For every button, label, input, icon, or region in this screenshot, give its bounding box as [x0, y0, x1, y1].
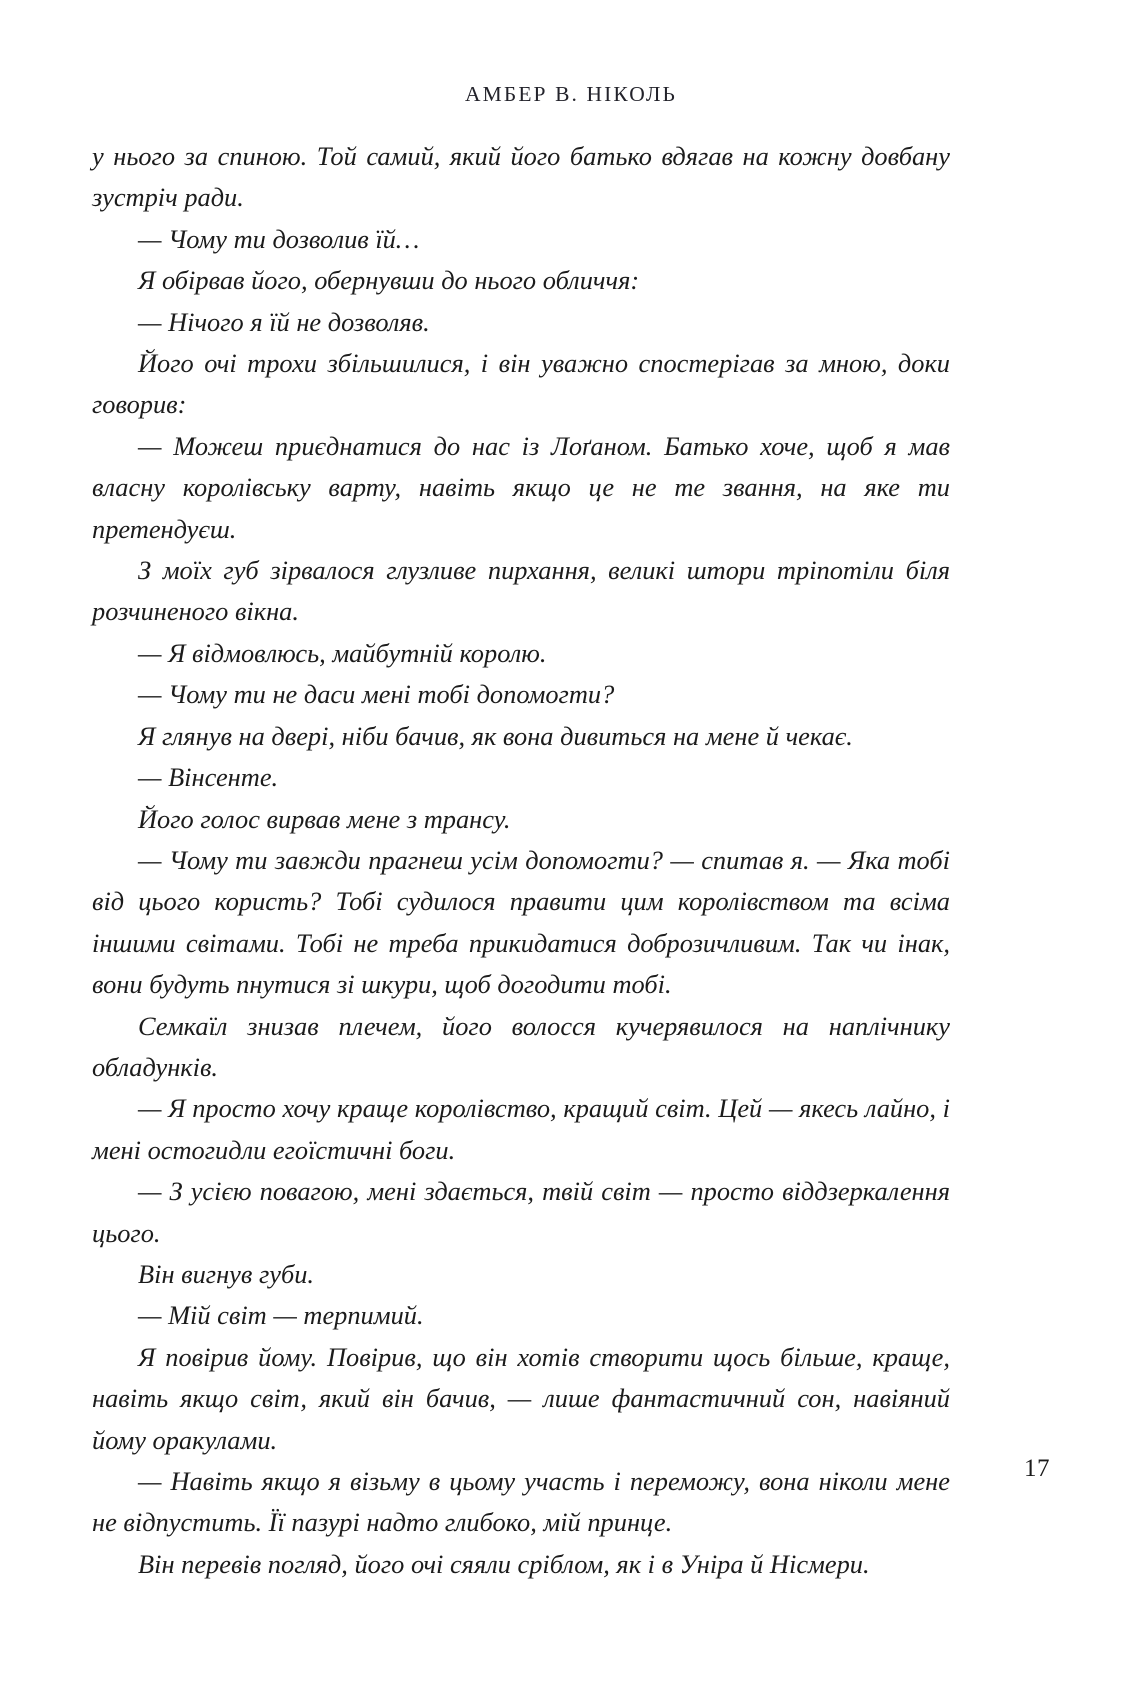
body-text-block: [92, 136, 950, 1585]
paragraph: — Нічого я їй не дозволяв.: [138, 306, 430, 337]
paragraph: — Чому ти завжди прагнеш усім допомогти? — спитав я. — Яка тобі від цього користь? Тобі судилося правити цим королівством та всіма іншими світами. Тобі не треба прикидатися доброзичливим. Так чи інак, вони будуть пнутися зі шкури, щоб догодити тобі.: [92, 844, 950, 1000]
paragraph: — Навіть якщо я візьму в цьому участь і переможу, вона ніколи мене не відпустить. Її пазурі надто глибоко, мій принце.: [92, 1466, 950, 1538]
paragraph: Він перевів погляд, його очі сяяли сріблом, як і в Уніра й Нісмери.: [138, 1548, 870, 1579]
page-number: 17: [1024, 1455, 1050, 1482]
paragraph: — З усією повагою, мені здається, твій світ — просто віддзеркалення цього.: [92, 1176, 950, 1248]
paragraph: у нього за спиною. Той самий, який його батько вдягав на кожну довбану зустріч ради.: [92, 141, 950, 213]
paragraph: — Я відмовлюсь, майбутній королю.: [138, 637, 547, 668]
paragraph: — Чому ти дозволив їй…: [138, 223, 420, 254]
paragraph: Його голос вирвав мене з трансу.: [138, 803, 511, 834]
paragraph: Його очі трохи збільшилися, і він уважно спостерігав за мною, доки говорив:: [92, 348, 950, 420]
paragraph: — Можеш приєднатися до нас із Лоґаном. Батько хоче, щоб я мав власну королівську варту, навіть якщо це не те звання, на яке ти претендуєш.: [92, 430, 950, 544]
paragraph: Я обірвав його, обернувши до нього обличчя:: [138, 265, 640, 296]
paragraph: Я повірив йому. Повірив, що він хотів створити щось більше, краще, навіть якщо світ, який він бачив, — лише фантастичний сон, навіяний йому оракулами.: [92, 1341, 950, 1455]
paragraph: Я глянув на двері, ніби бачив, як вона дивиться на мене й чекає.: [138, 720, 853, 751]
paragraph: Семкаїл знизав плечем, його волосся кучерявилося на наплічнику обладунків.: [92, 1010, 950, 1082]
paragraph: — Вінсенте.: [138, 762, 279, 793]
paragraph: — Мій світ — терпимий.: [138, 1300, 424, 1331]
paragraph: — Я просто хочу краще королівство, кращий світ. Цей — якесь лайно, і мені остогидли егоїстичні боги.: [92, 1093, 950, 1165]
running-head: АМБЕР В. НІКОЛЬ: [465, 82, 677, 106]
paragraph: Він вигнув губи.: [138, 1258, 315, 1289]
paragraph: — Чому ти не даси мені тобі допомогти?: [138, 679, 615, 710]
paragraph: З моїх губ зірвалося глузливе пирхання, великі штори тріпотіли біля розчиненого вікна.: [92, 555, 950, 627]
